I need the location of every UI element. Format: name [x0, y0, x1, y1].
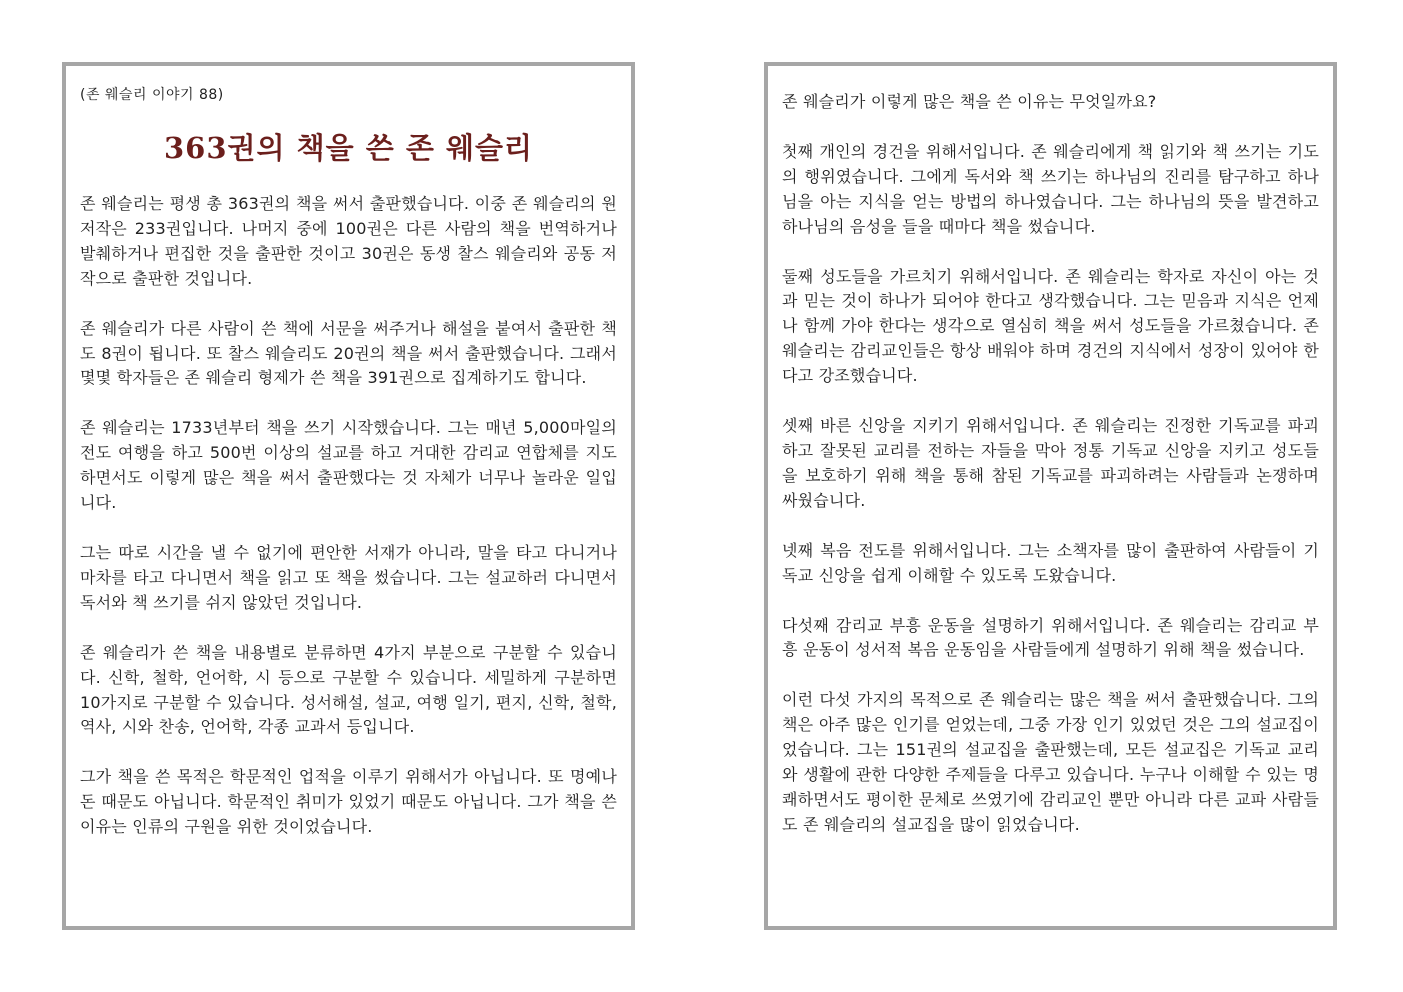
right-paragraph-3: 둘째 성도들을 가르치기 위해서입니다. 존 웨슬리는 학자로 자신이 아는 것과 믿는 것이 하나가 되어야 한다고 생각했습니다. 그는 믿음과 지식은 언제나 함께 가야 한다는 생각으로 열심히 책을 써서 성도들을 가르쳤습니다. 존 웨슬리는 감리교인들은 항상 배워야 하며 경건의 지식에서 성장이 있어야 한다고 강조했습니다. [782, 266, 1319, 386]
right-page [764, 62, 1337, 930]
series-label: (존 웨슬리 이야기 88) [80, 87, 224, 103]
left-page-body [80, 192, 617, 865]
left-paragraph-2: 존 웨슬리가 다른 사람이 쓴 책에 서문을 써주거나 해설을 붙여서 출판한 책도 8권이 됩니다. 또 찰스 웨슬리도 20권의 책을 써서 출판했습니다. 그래서 몇몇 학자들은 존 웨슬리 형제가 쓴 책을 391권으로 집계하기도 합니다. [80, 318, 617, 388]
left-page [62, 62, 635, 930]
right-paragraph-1: 존 웨슬리가 이렇게 많은 책을 쓴 이유는 무엇일까요? [782, 92, 1157, 111]
left-paragraph-1: 존 웨슬리는 평생 총 363권의 책을 써서 출판했습니다. 이중 존 웨슬리의 원저작은 233권입니다. 나머지 중에 100권은 다른 사람의 책을 번역하거나 발췌하거나 편집한 것을 출판한 것이고 30권은 동생 찰스 웨슬리와 공동 저작으로 출판한 것입니다. [80, 194, 617, 288]
left-paragraph-4: 그는 따로 시간을 낼 수 없기에 편안한 서재가 아니라, 말을 타고 다니거나 마차를 타고 다니면서 책을 읽고 또 책을 썼습니다. 그는 설교하러 다니면서 독서와 책 쓰기를 쉬지 않았던 것입니다. [80, 542, 617, 612]
right-paragraph-2: 첫째 개인의 경건을 위해서입니다. 존 웨슬리에게 책 읽기와 책 쓰기는 기도의 행위였습니다. 그에게 독서와 책 쓰기는 하나님의 진리를 탐구하고 하나님을 아는 지식을 얻는 방법의 하나였습니다. 그는 하나님의 뜻을 발견하고 하나님의 음성을 들을 때마다 책을 썼습니다. [782, 141, 1319, 236]
right-paragraph-6: 다섯째 감리교 부흥 운동을 설명하기 위해서입니다. 존 웨슬리는 감리교 부흥 운동이 성서적 복음 운동임을 사람들에게 설명하기 위해 책을 썼습니다. [782, 615, 1319, 660]
left-paragraph-5: 존 웨슬리가 쓴 책을 내용별로 분류하면 4가지 부분으로 구분할 수 있습니다. 신학, 철학, 언어학, 시 등으로 구분할 수 있습니다. 세밀하게 구분하면 10가지로 구분할 수 있습니다. 성서해설, 설교, 여행 일기, 편지, 신학, 철학, 역사, 시와 찬송, 언어학, 각종 교과서 등입니다. [80, 642, 617, 737]
left-paragraph-3: 존 웨슬리는 1733년부터 책을 쓰기 시작했습니다. 그는 매년 5,000마일의 전도 여행을 하고 500번 이상의 설교를 하고 거대한 감리교 연합체를 지도하면서도 이렇게 많은 책을 써서 출판했다는 것 자체가 너무나 놀라운 일입니다. [80, 418, 617, 513]
left-paragraph-6: 그가 책을 쓴 목적은 학문적인 업적을 이루기 위해서가 아닙니다. 또 명예나 돈 때문도 아닙니다. 학문적인 취미가 있었기 때문도 아닙니다. 그가 책을 쓴 이유는 인류의 구원을 위한 것이었습니다. [80, 767, 617, 837]
right-paragraph-7: 이런 다섯 가지의 목적으로 존 웨슬리는 많은 책을 써서 출판했습니다. 그의 책은 아주 많은 인기를 얻었는데, 그중 가장 인기 있었던 것은 그의 설교집이었습니다. 그는 151권의 설교집을 출판했는데, 모든 설교집은 기독교 교리와 생활에 관한 다양한 주제들을 다루고 있습니다. 누구나 이해할 수 있는 명쾌하면서도 평이한 문체로 쓰였기에 감리교인 뿐만 아니라 다른 교파 사람들도 존 웨슬리의 설교집을 많이 읽었습니다. [782, 690, 1319, 834]
right-paragraph-5: 넷째 복음 전도를 위해서입니다. 그는 소책자를 많이 출판하여 사람들이 기독교 신앙을 쉽게 이해할 수 있도록 도왔습니다. [782, 540, 1319, 585]
page-title: 363권의 책을 쓴 존 웨슬리 [163, 131, 534, 165]
right-paragraph-4: 셋째 바른 신앙을 지키기 위해서입니다. 존 웨슬리는 진정한 기독교를 파괴하고 잘못된 교리를 전하는 자들을 막아 정통 기독교 신앙을 지키고 성도들을 보호하기 위해 책을 통해 참된 기독교를 파괴하려는 사람들과 논쟁하며 싸웠습니다. [782, 416, 1319, 510]
right-page-body [782, 90, 1319, 863]
